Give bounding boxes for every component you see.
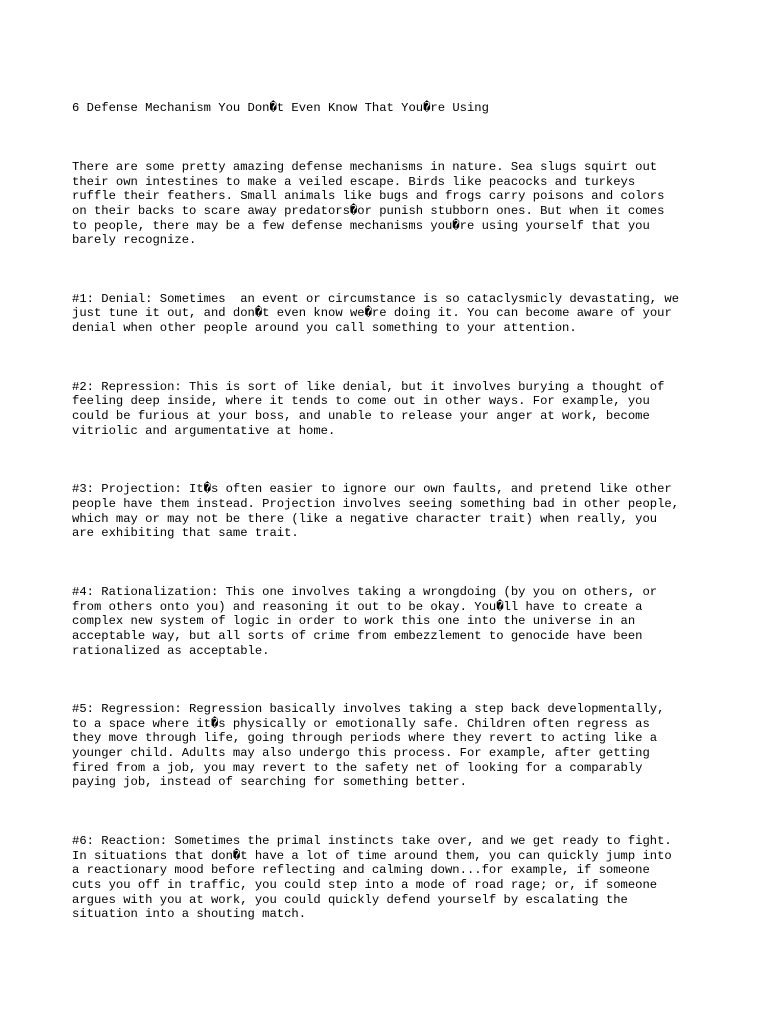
paragraph-repression: #2: Repression: This is sort of like denial, but it involves burying a thought of feeling deep inside, where it tends to come out in other ways. For example, you could be furious at your boss, and unable to release your anger at work, become vitriolic and argumentative at home.: [72, 379, 665, 438]
paragraph-reaction: #6: Reaction: Sometimes the primal instincts take over, and we get ready to fight. In situations that don�t have a lot of time around them, you can quickly jump into a reactionary mood before reflecting and calming down...for example, if someone cuts you off in traffic, you could step into a mode of road rage; or, if someone argues with you at work, you could quickly defend yourself by escalating the situation into a shouting match.: [72, 834, 672, 922]
paragraph-projection: #3: Projection: It�s often easier to ignore our own faults, and pretend like other people have them instead. Projection involves seeing something bad in other people, which may or may not be there (like a negative character trait) when really, you are exhibiting that same trait.: [72, 482, 680, 541]
paragraph-regression: #5: Regression: Regression basically involves taking a step back developmentally, to a space where it�s physically or emotionally safe. Children often regress as they move through life, going through periods where they revert to acting like a younger child. Adults may also undergo this process. For example, after getting fired from a job, you may revert to the safety net of looking for a comparably paying job, instead of searching for something better.: [72, 702, 665, 790]
document-body: [72, 72, 712, 966]
intro-paragraph: There are some pretty amazing defense mechanisms in nature. Sea slugs squirt out their own intestines to make a veiled escape. Birds like peacocks and turkeys ruffle their feathers. Small animals like bugs and frogs carry poisons and colors on their backs to scare away predators�or punish stubborn ones. But when it comes to people, there may be a few defense mechanisms you�re using yourself that you barely recognize.: [72, 159, 665, 248]
paragraph-denial: #1: Denial: Sometimes an event or circumstance is so cataclysmicly devastating, we just tune it out, and don�t even know we�re doing it. You can become aware of your denial when other people around you call something to your attention.: [72, 291, 680, 336]
paragraph-rationalization: #4: Rationalization: This one involves taking a wrongdoing (by you on others, or from others onto you) and reasoning it out to be okay. You�ll have to create a complex new system of logic in order to work this one into the universe in an acceptable way, but all sorts of crime from embezzlement to genocide have been rationalized as acceptable.: [72, 584, 658, 658]
document-title: 6 Defense Mechanism You Don�t Even Know That You�re Using: [72, 101, 489, 116]
